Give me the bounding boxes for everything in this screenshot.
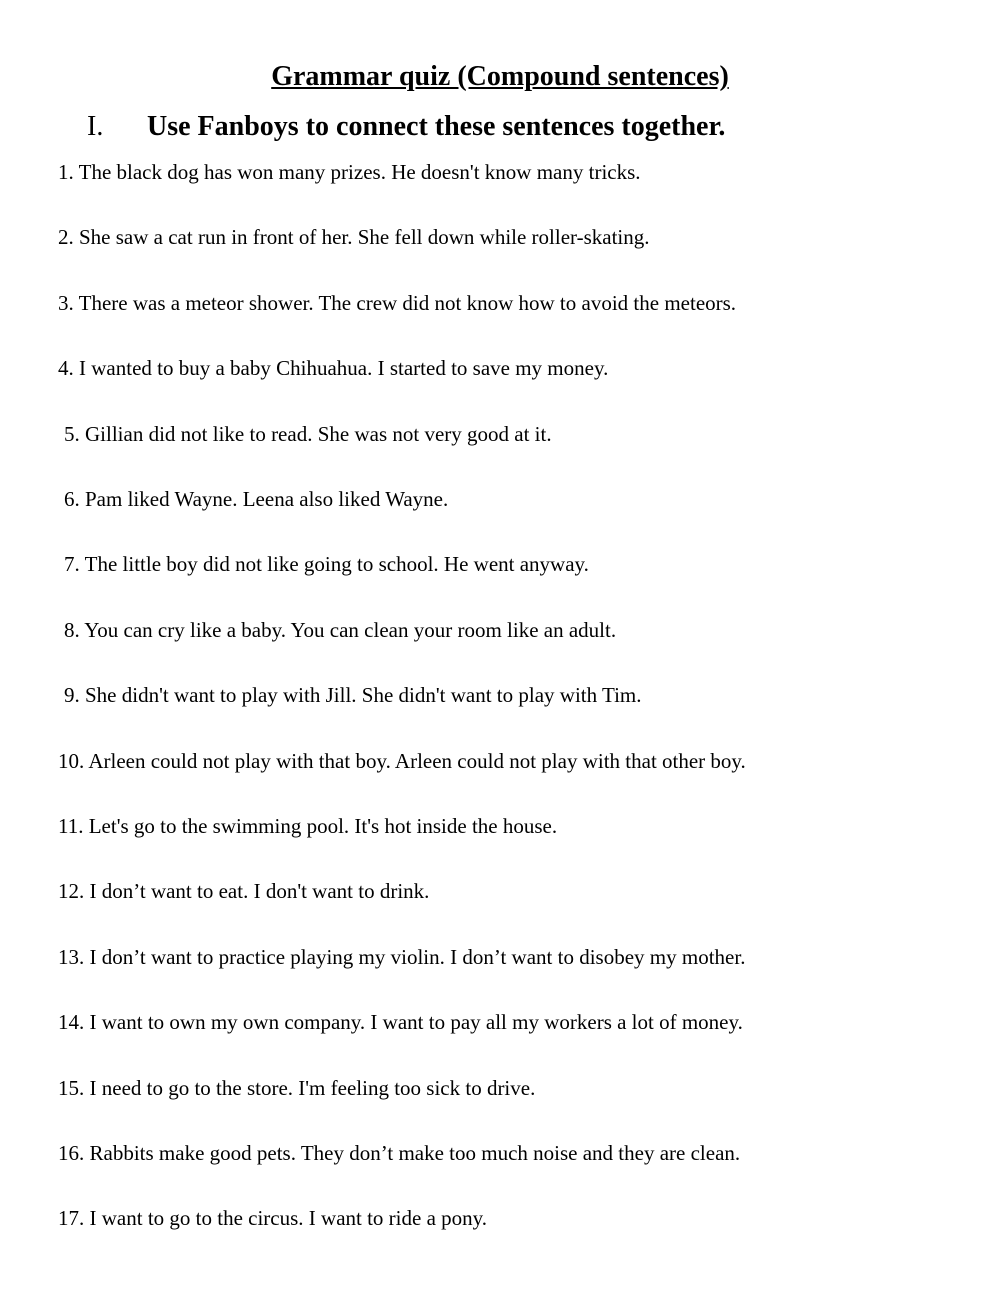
sentence-item: 11. Let's go to the swimming pool. It's hot inside the house.	[58, 814, 558, 838]
sentence-item: 12. I don’t want to eat. I don't want to drink.	[58, 879, 430, 904]
sentence-item: 17. I want to go to the circus. I want to ride a pony.	[58, 1206, 488, 1231]
sentence-item: 4. I wanted to buy a baby Chihuahua. I started to save my money.	[58, 356, 609, 381]
sentence-item: 5. Gillian did not like to read. She was not very good at it.	[64, 421, 552, 446]
section-heading	[87, 108, 725, 146]
sentence-item: 13. I don’t want to practice playing my violin. I don’t want to disobey my mother.	[58, 944, 746, 969]
sentence-item: 6. Pam liked Wayne. Leena also liked Wayne.	[64, 487, 449, 511]
sentence-item: 1. The black dog has won many prizes. He doesn't know many tricks.	[58, 160, 641, 184]
sentence-item: 8. You can cry like a baby. You can clean your room like an adult.	[64, 617, 617, 642]
sentence-item: 15. I need to go to the store. I'm feeling too sick to drive.	[58, 1075, 536, 1100]
section-instruction: Use Fanboys to connect these sentences together.	[147, 111, 726, 142]
sentence-item: 3. There was a meteor shower. The crew did not know how to avoid the meteors.	[58, 290, 737, 315]
sentence-item: 7. The little boy did not like going to school. He went anyway.	[64, 552, 589, 577]
sentence-item: 2. She saw a cat run in front of her. She fell down while roller-skating.	[58, 225, 650, 250]
section-numeral: I.	[87, 111, 104, 142]
sentence-item: 10. Arleen could not play with that boy. Arleen could not play with that other boy.	[58, 748, 746, 773]
sentence-item: 9. She didn't want to play with Jill. She didn't want to play with Tim.	[64, 683, 642, 708]
sentence-item: 14. I want to own my own company. I want to pay all my workers a lot of money.	[58, 1010, 743, 1035]
sentence-item: 16. Rabbits make good pets. They don’t make too much noise and they are clean.	[58, 1141, 741, 1165]
worksheet-title: Grammar quiz (Compound sentences)	[271, 61, 729, 92]
